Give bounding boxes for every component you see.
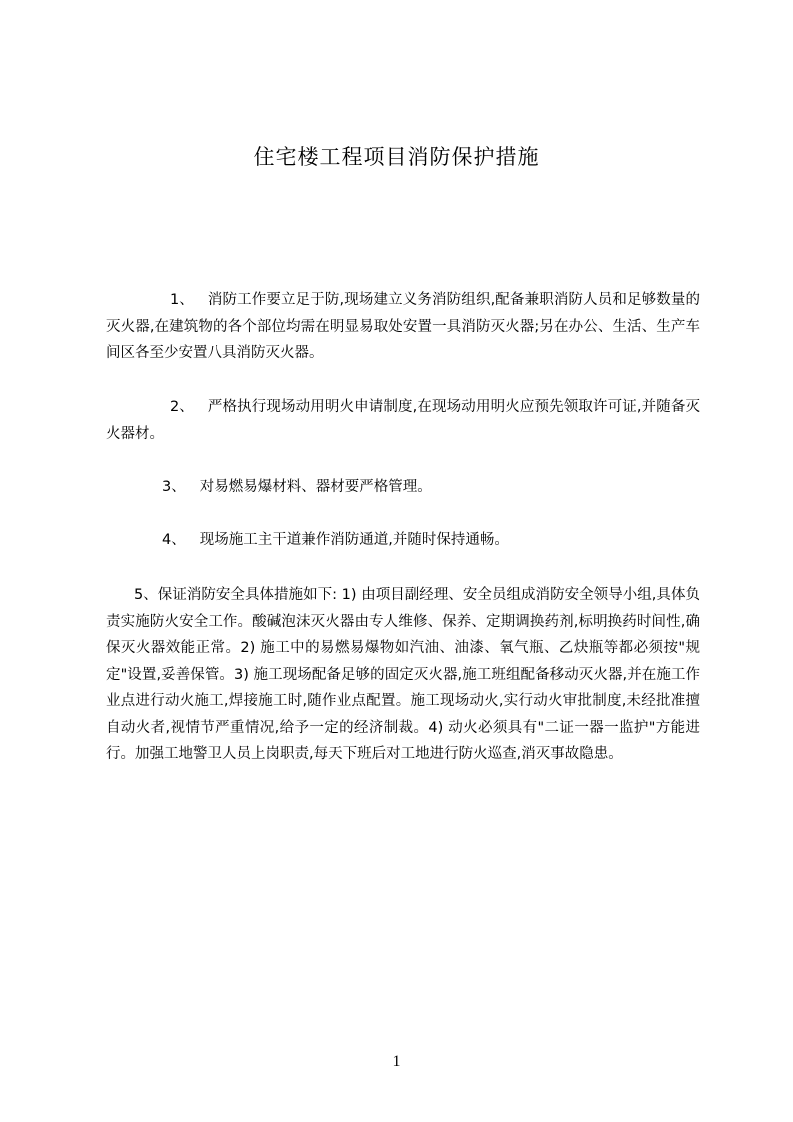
paragraph-3-text: 对易燃易爆材料、器材要严格管理。 bbox=[199, 479, 432, 495]
paragraph-5-text: 5、保证消防安全具体措施如下: 1) 由项目副经理、安全员组成消防安全领导小组,具体负责实施防火安全工作。酸碱泡沫灭火器由专人维修、保养、定期调换药剂,标明换药时间性,确保灭火器效能正常。2) 施工中的易燃易爆物如汽油、油漆、氧气瓶、乙炔瓶等都必须按"规定"设置,妥善保管。3) 施工现场配备足够的固定灭火器,施工班组配备移动灭火器,并在施工作业点进行动火施工,焊接施工时,随作业点配置。施工现场动火,实行动火审批制度,未经批准擅自动火者,视情节严重情况,给予一定的经济制裁。4) 动火必须具有"二证一器一监护"方能进行。加强工地警卫人员上岗职责,每天下班后对工地进行防火巡查,消灭事故隐患。 bbox=[106, 587, 700, 762]
paragraph-2-number: 2、 bbox=[170, 399, 194, 415]
paragraph-4-number: 4、 bbox=[162, 532, 186, 548]
paragraph-1-number: 1、 bbox=[170, 292, 194, 308]
paragraph-1-text: 消防工作要立足于防,现场建立义务消防组织,配备兼职消防人员和足够数量的灭火器,在建筑物的各个部位均需在明显易取处安置一具消防灭火器;另在办公、生活、生产车间区各至少安置八具消防灭火器。 bbox=[106, 292, 700, 361]
paragraph-3-number: 3、 bbox=[162, 479, 186, 495]
paragraph-1 bbox=[106, 287, 700, 367]
paragraph-5 bbox=[106, 582, 700, 768]
page-number: 1 bbox=[392, 1053, 401, 1070]
paragraph-4 bbox=[106, 527, 700, 554]
paragraph-4-text: 现场施工主干道兼作消防通道,并随时保持通畅。 bbox=[199, 532, 509, 548]
paragraph-2 bbox=[106, 394, 700, 447]
document-title: 住宅楼工程项目消防保护措施 bbox=[253, 145, 540, 169]
paragraph-3 bbox=[106, 474, 700, 501]
paragraph-2-text: 严格执行现场动用明火申请制度,在现场动用明火应预先领取许可证,并随备灭火器材。 bbox=[106, 399, 700, 442]
